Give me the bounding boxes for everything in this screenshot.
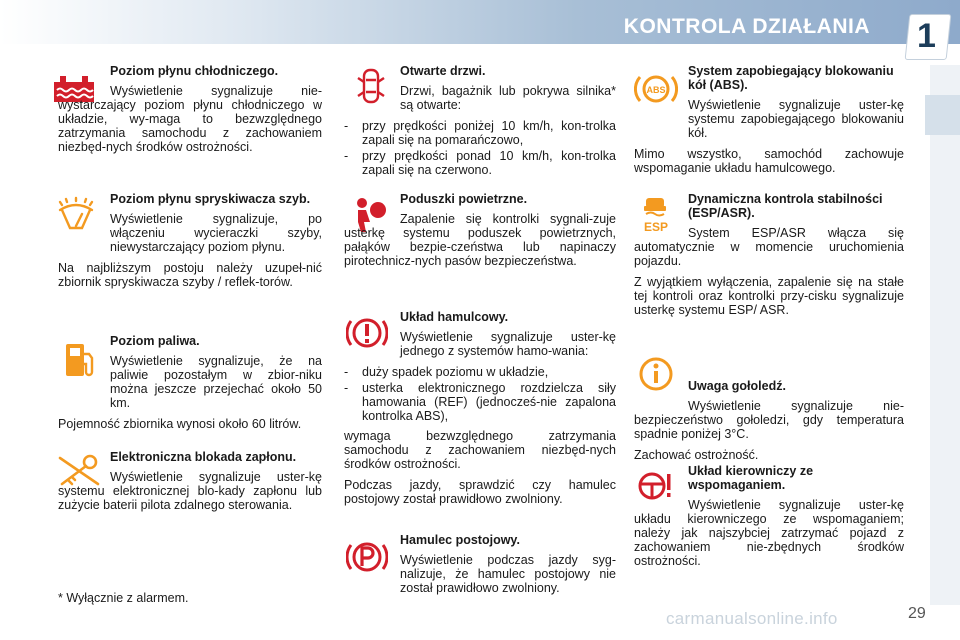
esp-title: Dynamiczna kontrola stabilności (ESP/ASR). bbox=[688, 192, 883, 220]
doors-item-1: - przy prędkości poniżej 10 km/h, kon-trolka zapali się na pomarańczowo, bbox=[344, 119, 616, 147]
brakes-text: Wyświetlenie sygnalizuje uster-kę jednego z systemów hamo-wania: bbox=[400, 330, 616, 358]
doors-text: Drzwi, bagażnik lub pokrywa silnika* są otwarte: bbox=[400, 84, 616, 112]
chapter-number: 1 bbox=[917, 17, 936, 55]
immobiliser-section bbox=[58, 450, 322, 519]
side-marker bbox=[925, 95, 960, 135]
immobiliser-title: Elektroniczna blokada zapłonu. bbox=[110, 450, 297, 464]
side-strip bbox=[930, 65, 960, 605]
brakes-title: Układ hamulcowy. bbox=[400, 310, 509, 324]
airbag-section bbox=[344, 192, 616, 275]
fuel-text-2: Pojemność zbiornika wynosi około 60 litrów. bbox=[58, 417, 302, 431]
svg-text:ESP: ESP bbox=[643, 220, 669, 234]
brakes-text-3: Podczas jazdy, sprawdzić czy hamulec postojowy został prawidłowo zwolniony. bbox=[344, 478, 616, 506]
svg-text:ABS: ABS bbox=[646, 85, 666, 95]
washer-title: Poziom płynu spryskiwacza szyb. bbox=[110, 192, 311, 206]
parking-brake-section bbox=[344, 533, 616, 602]
brakes-section bbox=[344, 310, 616, 513]
steering-title: Układ kierowniczy ze wspomaganiem. bbox=[688, 464, 814, 492]
brakes-item-2: - usterka elektronicznego rozdzielcza siły hamowania (REF) (jednocześ-nie zapalona kontrolka ABS), bbox=[344, 381, 616, 423]
parking-brake-text: Wyświetlenie podczas jazdy syg-nalizuje, że hamulec postojowy nie został prawidłowo zwolniony. bbox=[400, 553, 616, 595]
ice-title: Uwaga gołoledź. bbox=[688, 379, 786, 393]
steering-text: Wyświetlenie sygnalizuje uster-kę układu kierowniczego ze wspomaganiem; należy jak najszybciej zatrzymać pojazd z zachowaniem nie-zbędnych środków ostrożności. bbox=[634, 498, 904, 568]
brakes-item-1: - duży spadek poziomu w układzie, bbox=[344, 365, 549, 379]
washer-text-2: Na najbliższym postoju należy uzupeł-nić zbiornik spryskiwacza szyby / reflek-torów. bbox=[58, 261, 322, 289]
doors-section bbox=[344, 64, 616, 179]
abs-section bbox=[634, 64, 904, 182]
coolant-text: Wyświetlenie sygnalizuje nie-wystarczający poziom płynu chłodniczego w układzie, wy-maga to bezwzględnego zatrzymania samochodu z zachowaniem niezbęd-nych środków ostrożności. bbox=[58, 84, 322, 154]
abs-text-2: Mimo wszystko, samochód zachowuje wspomaganie układu hamulcowego. bbox=[634, 147, 904, 175]
coolant-section bbox=[58, 64, 322, 161]
steering-section bbox=[634, 464, 904, 575]
brakes-text-2: wymaga bezwzględnego zatrzymania samochodu z zachowaniem niezbęd-nych środków ostrożności. bbox=[344, 429, 616, 471]
esp-text-2: Z wyjątkiem wyłączenia, zapalenie się na stałe tej kontroli oraz kontrolki przy-cisku sygnalizuje usterkę systemu ESP/ ASR. bbox=[634, 275, 904, 317]
fuel-title: Poziom paliwa. bbox=[110, 334, 200, 348]
ice-section bbox=[634, 379, 904, 469]
ice-text-2: Zachować ostrożność. bbox=[634, 448, 759, 462]
parking-brake-title: Hamulec postojowy. bbox=[400, 533, 520, 547]
page-title: KONTROLA DZIAŁANIA bbox=[623, 15, 870, 38]
fuel-text: Wyświetlenie sygnalizuje, że na paliwie pozostałym w zbior-niku można jeszcze przejechać około 50 km. bbox=[110, 354, 322, 410]
abs-title: System zapobiegający blokowaniu kół (ABS). bbox=[688, 64, 894, 92]
washer-text: Wyświetlenie sygnalizuje, po włączeniu wycieraczki szyby, niewystarczający poziom płynu. bbox=[110, 212, 322, 254]
abs-text: Wyświetlenie sygnalizuje uster-kę systemu zapobiegającego blokowaniu kół. bbox=[688, 98, 904, 140]
esp-text: System ESP/ASR włącza się automatycznie w momencie uruchomienia pojazdu. bbox=[634, 226, 904, 268]
ice-text: Wyświetlenie sygnalizuje nie-bezpieczeństwo gołoledzi, gdy temperatura spadnie poniżej 3°C. bbox=[634, 399, 904, 441]
watermark: carmanualsonline.info bbox=[666, 609, 838, 628]
doors-title: Otwarte drzwi. bbox=[400, 64, 486, 78]
airbag-title: Poduszki powietrzne. bbox=[400, 192, 528, 206]
doors-item-2: - przy prędkości ponad 10 km/h, kon-trolka zapali się na czerwono. bbox=[344, 149, 616, 177]
esp-section bbox=[634, 192, 904, 324]
airbag-text: Zapalenie się kontrolki sygnali-zuje usterkę systemu poduszek powietrznych, pałąków bezpie-czeństwa lub napinaczy pirotechnicz-nych pasów bezpieczeństwa. bbox=[344, 212, 616, 268]
coolant-title: Poziom płynu chłodniczego. bbox=[110, 64, 279, 78]
fuel-section bbox=[58, 334, 322, 438]
page-number: 29 bbox=[908, 605, 926, 622]
washer-section bbox=[58, 192, 322, 296]
footnote: * Wyłącznie z alarmem. bbox=[58, 591, 189, 605]
immobiliser-text: Wyświetlenie sygnalizuje uster-kę systemu elektronicznej blo-kady zapłonu lub zużycie baterii pilota zdalnego sterowania. bbox=[58, 470, 322, 512]
